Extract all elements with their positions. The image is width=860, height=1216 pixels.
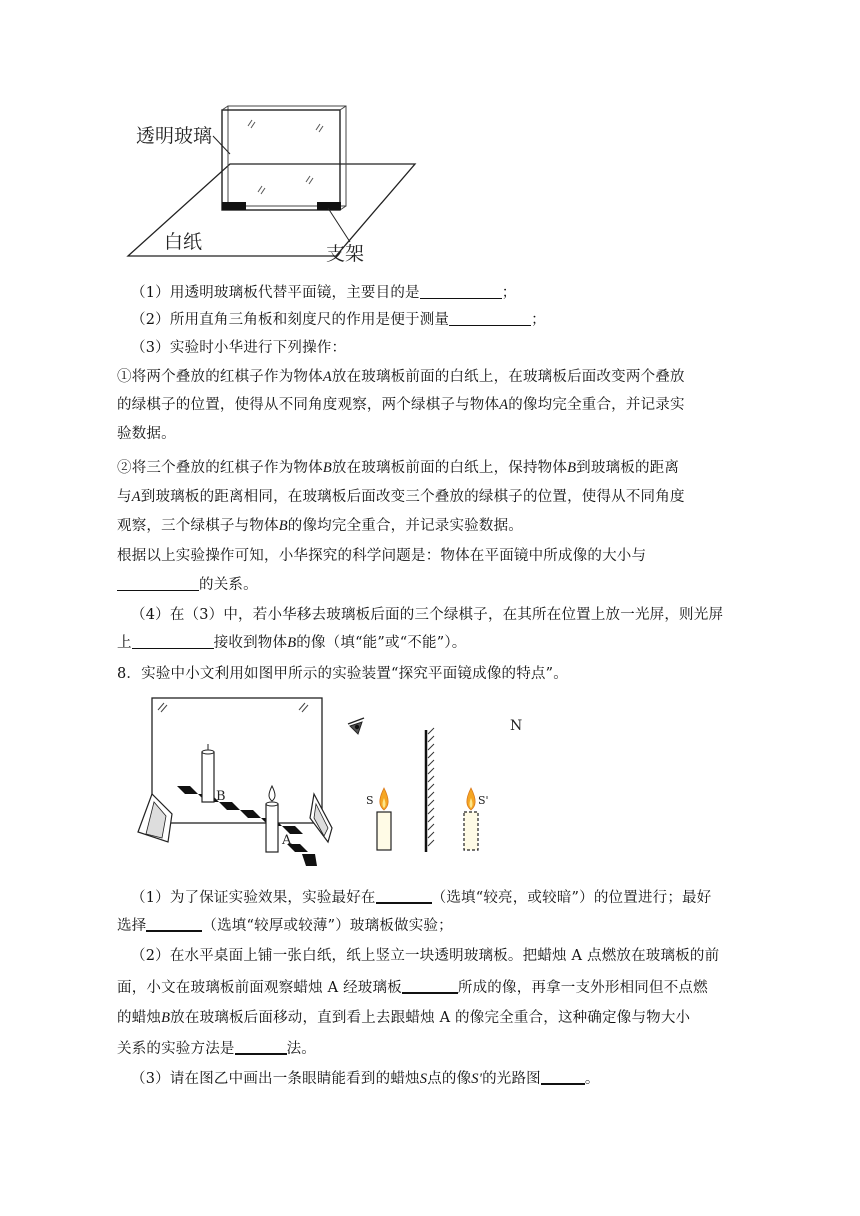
candle-a-label: A xyxy=(282,833,292,848)
q7-part4-line1: （4）在（3）中，若小华移去玻璃板后面的三个绿棋子，在其所在位置上放一光屏，则光屏 xyxy=(131,607,724,623)
q7-part2: （2）所用直角三角板和刻度尺的作用是便于测量 ； xyxy=(131,312,546,328)
q7-op2-line2: 与A到玻璃板的距离相同，在玻璃板后面改变三个叠放的绿棋子的位置，使得从不同角度 xyxy=(117,489,685,505)
q7-op2-line3: 观察，三个绿棋子与物体B的像均完全重合，并记录实验数据。 xyxy=(117,518,523,534)
q8-part2-line3: 的蜡烛B放在玻璃板后面移动，直到看上去跟蜡烛 A 的像完全重合，这种确定像与物大小 xyxy=(117,1010,691,1026)
q8-part2-line2: 面，小文在玻璃板前面观察蜡烛 A 经玻璃板 所成的像，再拿一支外形相同但不点燃 xyxy=(117,977,708,998)
q8-part1-line1: （1）为了保证实验效果，实验最好在 （选填“较亮，或较暗”）的位置进行；最好 xyxy=(131,887,711,908)
q7-conclusion-line2: 的关系。 xyxy=(117,575,258,595)
stand-label: 支架 xyxy=(326,243,365,265)
q8-part3: （3）请在图乙中画出一条眼睛能看到的蜡烛S点的像S'的光路图 。 xyxy=(131,1068,600,1089)
q7-op1-line2: 的绿棋子的位置，使得从不同角度观察，两个绿棋子与物体A的像均完全重合，并记录实 xyxy=(117,397,685,413)
q7-op1-line3: 验数据。 xyxy=(117,426,176,442)
candle-setup-figure xyxy=(132,694,342,874)
q7-part4-line2: 上 接收到物体B的像（填“能”或“不能”）。 xyxy=(117,635,467,651)
q7-op1-line1: ①将两个叠放的红棋子作为物体A放在玻璃板前面的白纸上，在玻璃板后面改变两个叠放 xyxy=(117,369,685,385)
mirror-ray-figure xyxy=(340,706,530,858)
q8-part2-line4: 关系的实验方法是 法。 xyxy=(117,1038,316,1059)
n-label: N xyxy=(510,718,523,734)
candle-s-label: S xyxy=(366,794,374,807)
q7-part3: （3）实验时小华进行下列操作： xyxy=(131,340,347,356)
candle-b-label: B xyxy=(216,789,226,804)
q8-part1-line2: 选择 （选填“较厚或较薄”）玻璃板做实验； xyxy=(117,915,453,936)
image-s-prime-label: S' xyxy=(478,794,489,807)
glass-label: 透明玻璃 xyxy=(136,125,213,147)
q7-conclusion-line1: 根据以上实验操作可知，小华探究的科学问题是：物体在平面镜中所成像的大小与 xyxy=(117,548,647,564)
q7-op2-line1: ②将三个叠放的红棋子作为物体B放在玻璃板前面的白纸上，保持物体B到玻璃板的距离 xyxy=(117,460,680,476)
eye-icon xyxy=(348,718,364,734)
glass-plate-figure xyxy=(118,96,448,271)
paper-label: 白纸 xyxy=(164,231,203,253)
q8-part2-line1: （2）在水平桌面上铺一张白纸，纸上竖立一块透明玻璃板。把蜡烛 A 点燃放在玻璃板的前 xyxy=(131,948,720,964)
q8-stem: 8．实验中小文利用如图甲所示的实验装置“探究平面镜成像的特点”。 xyxy=(117,666,568,682)
q7-part1: （1）用透明玻璃板代替平面镜，主要目的是 ； xyxy=(131,285,517,301)
